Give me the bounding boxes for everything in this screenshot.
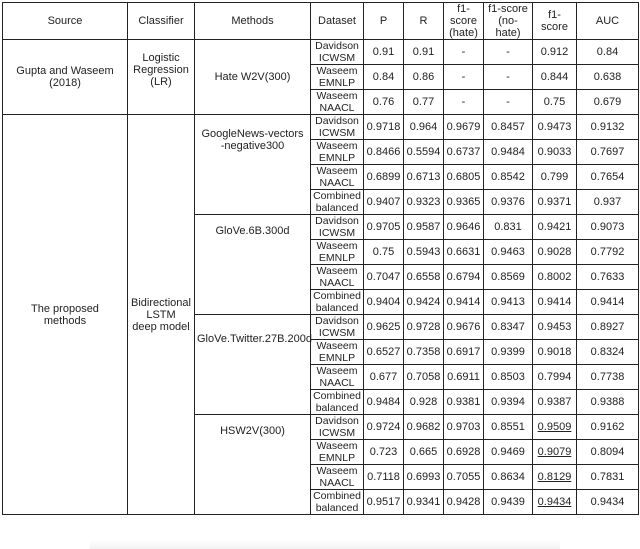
text-line: EMNLP	[318, 452, 356, 464]
metric-f1-hate: -	[444, 65, 484, 90]
metric-r: 0.9323	[404, 190, 444, 215]
text-line: balanced	[315, 302, 359, 314]
metric-f1	[533, 440, 577, 465]
header-row	[3, 3, 639, 40]
best-f1-value: 0.8129	[537, 471, 572, 483]
metric-f1-nohate: 0.9376	[484, 190, 533, 215]
dataset-cell	[311, 165, 364, 190]
text-line: Bidirectional	[131, 296, 191, 309]
metric-auc: 0.8094	[577, 440, 639, 465]
header-classifier: Classifier	[128, 3, 195, 40]
table-body	[3, 40, 639, 515]
metric-f1-hate: 0.9365	[444, 190, 484, 215]
dataset-cell	[311, 115, 364, 140]
classifier-cell	[128, 40, 195, 115]
text-line: GoogleNews-vectors	[201, 128, 304, 140]
metric-auc: 0.8927	[577, 315, 639, 340]
metric-f1-hate: 0.6631	[444, 240, 484, 265]
metric-p: 0.7118	[364, 465, 404, 490]
metric-p: 0.7047	[364, 265, 404, 290]
header-f1-nohate-line1: f1-score	[488, 3, 528, 15]
metric-f1-nohate: 0.9469	[484, 440, 533, 465]
metric-auc: 0.9162	[577, 415, 639, 440]
metric-f1-hate: 0.9679	[444, 115, 484, 140]
metric-f1-nohate: 0.8503	[484, 365, 533, 390]
metric-f1-nohate: -	[484, 65, 533, 90]
metric-f1: 0.844	[533, 65, 577, 90]
header-f1: f1-score	[533, 3, 577, 40]
metric-f1-hate: 0.6737	[444, 140, 484, 165]
metric-f1: 0.75	[533, 90, 577, 115]
text-line: balanced	[315, 202, 359, 214]
metric-p: 0.8466	[364, 140, 404, 165]
text-line: LSTM	[146, 308, 176, 321]
metric-f1-nohate: 0.9394	[484, 390, 533, 415]
text-line: ICWSM	[318, 52, 356, 64]
dataset-cell	[311, 190, 364, 215]
best-f1-value: 0.9434	[537, 496, 572, 508]
metric-auc: 0.7831	[577, 465, 639, 490]
text-line: Waseem	[316, 65, 358, 77]
text-line: ICWSM	[318, 127, 356, 139]
dataset-cell	[311, 40, 364, 65]
metric-f1	[533, 465, 577, 490]
dataset-cell	[311, 65, 364, 90]
text-line: ICWSM	[318, 327, 356, 339]
metric-f1-hate: 0.9428	[444, 490, 484, 515]
text-line: Combined	[313, 490, 361, 502]
metric-p: 0.6899	[364, 165, 404, 190]
header-dataset: Dataset	[311, 3, 364, 40]
text-line: EMNLP	[318, 352, 356, 364]
metric-f1-nohate: 0.9463	[484, 240, 533, 265]
metric-f1: 0.9028	[533, 240, 577, 265]
text-line: Davidson	[315, 215, 359, 227]
metric-f1-hate: 0.6917	[444, 340, 484, 365]
text-line: balanced	[315, 502, 359, 514]
metric-auc: 0.679	[577, 90, 639, 115]
metric-f1-nohate: 0.831	[484, 215, 533, 240]
metric-r: 0.665	[404, 440, 444, 465]
metric-f1-nohate: -	[484, 90, 533, 115]
metric-f1-hate: -	[444, 40, 484, 65]
text-line: Combined	[313, 290, 361, 302]
text-line: Waseem	[316, 340, 358, 352]
metric-r: 0.5594	[404, 140, 444, 165]
header-methods: Methods	[195, 3, 311, 40]
metric-p: 0.9718	[364, 115, 404, 140]
metric-f1-nohate: 0.8634	[484, 465, 533, 490]
metric-auc: 0.9132	[577, 115, 639, 140]
metric-r: 0.91	[404, 40, 444, 65]
text-line: Davidson	[315, 315, 359, 327]
metric-f1-hate: 0.9646	[444, 215, 484, 240]
metric-p: 0.9724	[364, 415, 404, 440]
text-line: Davidson	[315, 115, 359, 127]
metric-f1: 0.9414	[533, 290, 577, 315]
method-cell: GloVe.6B.300d	[195, 215, 311, 315]
metric-r: 0.6713	[404, 165, 444, 190]
metric-f1: 0.9387	[533, 390, 577, 415]
text-line: Waseem	[316, 365, 358, 377]
text-line: The proposed	[31, 302, 99, 315]
header-r: R	[404, 3, 444, 40]
metric-p: 0.9625	[364, 315, 404, 340]
metric-p: 0.84	[364, 65, 404, 90]
metric-f1-hate: 0.6928	[444, 440, 484, 465]
metric-f1-nohate: 0.8569	[484, 265, 533, 290]
metric-p: 0.677	[364, 365, 404, 390]
text-line: Waseem	[316, 465, 358, 477]
dataset-cell	[311, 140, 364, 165]
metric-p: 0.76	[364, 90, 404, 115]
text-line: Combined	[313, 190, 361, 202]
text-line: NAACL	[319, 477, 355, 489]
text-line: -negative300	[220, 140, 285, 152]
metric-f1: 0.9453	[533, 315, 577, 340]
method-cell: GloVe.Twitter.27B.200d	[195, 315, 311, 415]
text-line: balanced	[315, 402, 359, 414]
table-row	[3, 40, 639, 65]
metric-f1-nohate: 0.8347	[484, 315, 533, 340]
metric-auc: 0.9434	[577, 490, 639, 515]
text-line: Waseem	[316, 165, 358, 177]
metric-r: 0.7058	[404, 365, 444, 390]
metric-f1-nohate: 0.9399	[484, 340, 533, 365]
metric-auc: 0.9388	[577, 390, 639, 415]
metric-p: 0.6527	[364, 340, 404, 365]
metric-p: 0.9484	[364, 390, 404, 415]
header-f1-hate-line2: (hate)	[449, 27, 478, 39]
metric-f1: 0.9371	[533, 190, 577, 215]
metric-auc: 0.84	[577, 40, 639, 65]
metric-r: 0.9341	[404, 490, 444, 515]
metric-f1: 0.9033	[533, 140, 577, 165]
text-line: Logistic	[142, 52, 180, 64]
metric-r: 0.964	[404, 115, 444, 140]
metric-f1-hate: 0.6805	[444, 165, 484, 190]
metric-f1: 0.799	[533, 165, 577, 190]
metric-p: 0.9517	[364, 490, 404, 515]
metric-r: 0.7358	[404, 340, 444, 365]
metric-auc: 0.7792	[577, 240, 639, 265]
text-line: EMNLP	[318, 152, 356, 164]
text-line: Regression	[133, 64, 189, 76]
best-f1-value: 0.9079	[537, 446, 572, 458]
metric-f1: 0.7994	[533, 365, 577, 390]
dataset-cell	[311, 415, 364, 440]
dataset-cell	[311, 265, 364, 290]
text-line: Davidson	[315, 40, 359, 52]
metric-auc: 0.638	[577, 65, 639, 90]
dataset-cell	[311, 90, 364, 115]
table-caption	[90, 540, 560, 549]
dataset-cell	[311, 390, 364, 415]
text-line: Waseem	[316, 265, 358, 277]
metric-r: 0.6558	[404, 265, 444, 290]
metric-r: 0.9424	[404, 290, 444, 315]
metric-f1-hate: 0.9414	[444, 290, 484, 315]
text-line: ICWSM	[318, 427, 356, 439]
metric-f1	[533, 415, 577, 440]
metric-auc: 0.7738	[577, 365, 639, 390]
dataset-cell	[311, 215, 364, 240]
metric-f1-nohate: 0.9439	[484, 490, 533, 515]
header-p: P	[364, 3, 404, 40]
metric-auc: 0.7654	[577, 165, 639, 190]
metric-auc: 0.9414	[577, 290, 639, 315]
text-line: NAACL	[319, 177, 355, 189]
metric-f1-hate: 0.6911	[444, 365, 484, 390]
metric-f1-hate: -	[444, 90, 484, 115]
results-table	[2, 2, 639, 515]
classifier-cell	[128, 115, 195, 515]
metric-f1: 0.9473	[533, 115, 577, 140]
dataset-cell	[311, 290, 364, 315]
header-source: Source	[3, 3, 128, 40]
method-cell: HSW2V(300)	[195, 415, 311, 515]
text-line: ICWSM	[318, 227, 356, 239]
method-cell	[195, 115, 311, 215]
metric-f1-hate: 0.6794	[444, 265, 484, 290]
text-line: Waseem	[316, 240, 358, 252]
metric-p: 0.9705	[364, 215, 404, 240]
text-line: deep model	[132, 320, 190, 333]
metric-f1-nohate: 0.8457	[484, 115, 533, 140]
text-line: EMNLP	[318, 77, 356, 89]
metric-r: 0.9587	[404, 215, 444, 240]
source-cell: Gupta and Waseem (2018)	[3, 40, 128, 115]
text-line: NAACL	[319, 102, 355, 114]
metric-r: 0.928	[404, 390, 444, 415]
text-line: NAACL	[319, 277, 355, 289]
metric-f1-nohate: 0.8551	[484, 415, 533, 440]
header-f1-hate	[444, 3, 484, 40]
metric-f1-nohate: 0.9413	[484, 290, 533, 315]
metric-r: 0.86	[404, 65, 444, 90]
text-line: methods	[43, 314, 87, 327]
metric-f1: 0.912	[533, 40, 577, 65]
text-line: Davidson	[315, 415, 359, 427]
dataset-cell	[311, 440, 364, 465]
metric-f1-nohate: 0.8542	[484, 165, 533, 190]
dataset-cell	[311, 465, 364, 490]
metric-auc: 0.7697	[577, 140, 639, 165]
metric-f1-hate: 0.7055	[444, 465, 484, 490]
metric-f1: 0.8002	[533, 265, 577, 290]
dataset-cell	[311, 315, 364, 340]
dataset-cell	[311, 240, 364, 265]
text-line: Waseem	[316, 90, 358, 102]
metric-p: 0.9407	[364, 190, 404, 215]
header-auc: AUC	[577, 3, 639, 40]
metric-f1	[533, 490, 577, 515]
dataset-cell	[311, 340, 364, 365]
header-f1-nohate	[484, 3, 533, 40]
table-row	[3, 115, 639, 140]
text-line: EMNLP	[318, 252, 356, 264]
metric-auc: 0.7633	[577, 265, 639, 290]
metric-f1-hate: 0.9381	[444, 390, 484, 415]
metric-r: 0.6993	[404, 465, 444, 490]
metric-f1-nohate: -	[484, 40, 533, 65]
metric-auc: 0.8324	[577, 340, 639, 365]
metric-f1: 0.9018	[533, 340, 577, 365]
metric-auc: 0.937	[577, 190, 639, 215]
metric-r: 0.5943	[404, 240, 444, 265]
metric-r: 0.9728	[404, 315, 444, 340]
metric-f1-hate: 0.9703	[444, 415, 484, 440]
text-line: Waseem	[316, 440, 358, 452]
method-cell: Hate W2V(300)	[195, 40, 311, 115]
best-f1-value: 0.9509	[537, 421, 572, 433]
text-line: (LR)	[150, 76, 172, 88]
header-f1-hate-line1: f1-score	[450, 3, 477, 27]
metric-f1-hate: 0.9676	[444, 315, 484, 340]
metric-p: 0.91	[364, 40, 404, 65]
text-line: NAACL	[319, 377, 355, 389]
metric-p: 0.75	[364, 240, 404, 265]
metric-r: 0.9682	[404, 415, 444, 440]
text-line: Combined	[313, 390, 361, 402]
source-cell	[3, 115, 128, 515]
dataset-cell	[311, 365, 364, 390]
metric-p: 0.9404	[364, 290, 404, 315]
dataset-cell	[311, 490, 364, 515]
header-f1-nohate-line2: (no-hate)	[495, 15, 521, 39]
metric-f1: 0.9421	[533, 215, 577, 240]
metric-r: 0.77	[404, 90, 444, 115]
metric-auc: 0.9073	[577, 215, 639, 240]
metric-f1-nohate: 0.9484	[484, 140, 533, 165]
text-line: Waseem	[316, 140, 358, 152]
metric-p: 0.723	[364, 440, 404, 465]
